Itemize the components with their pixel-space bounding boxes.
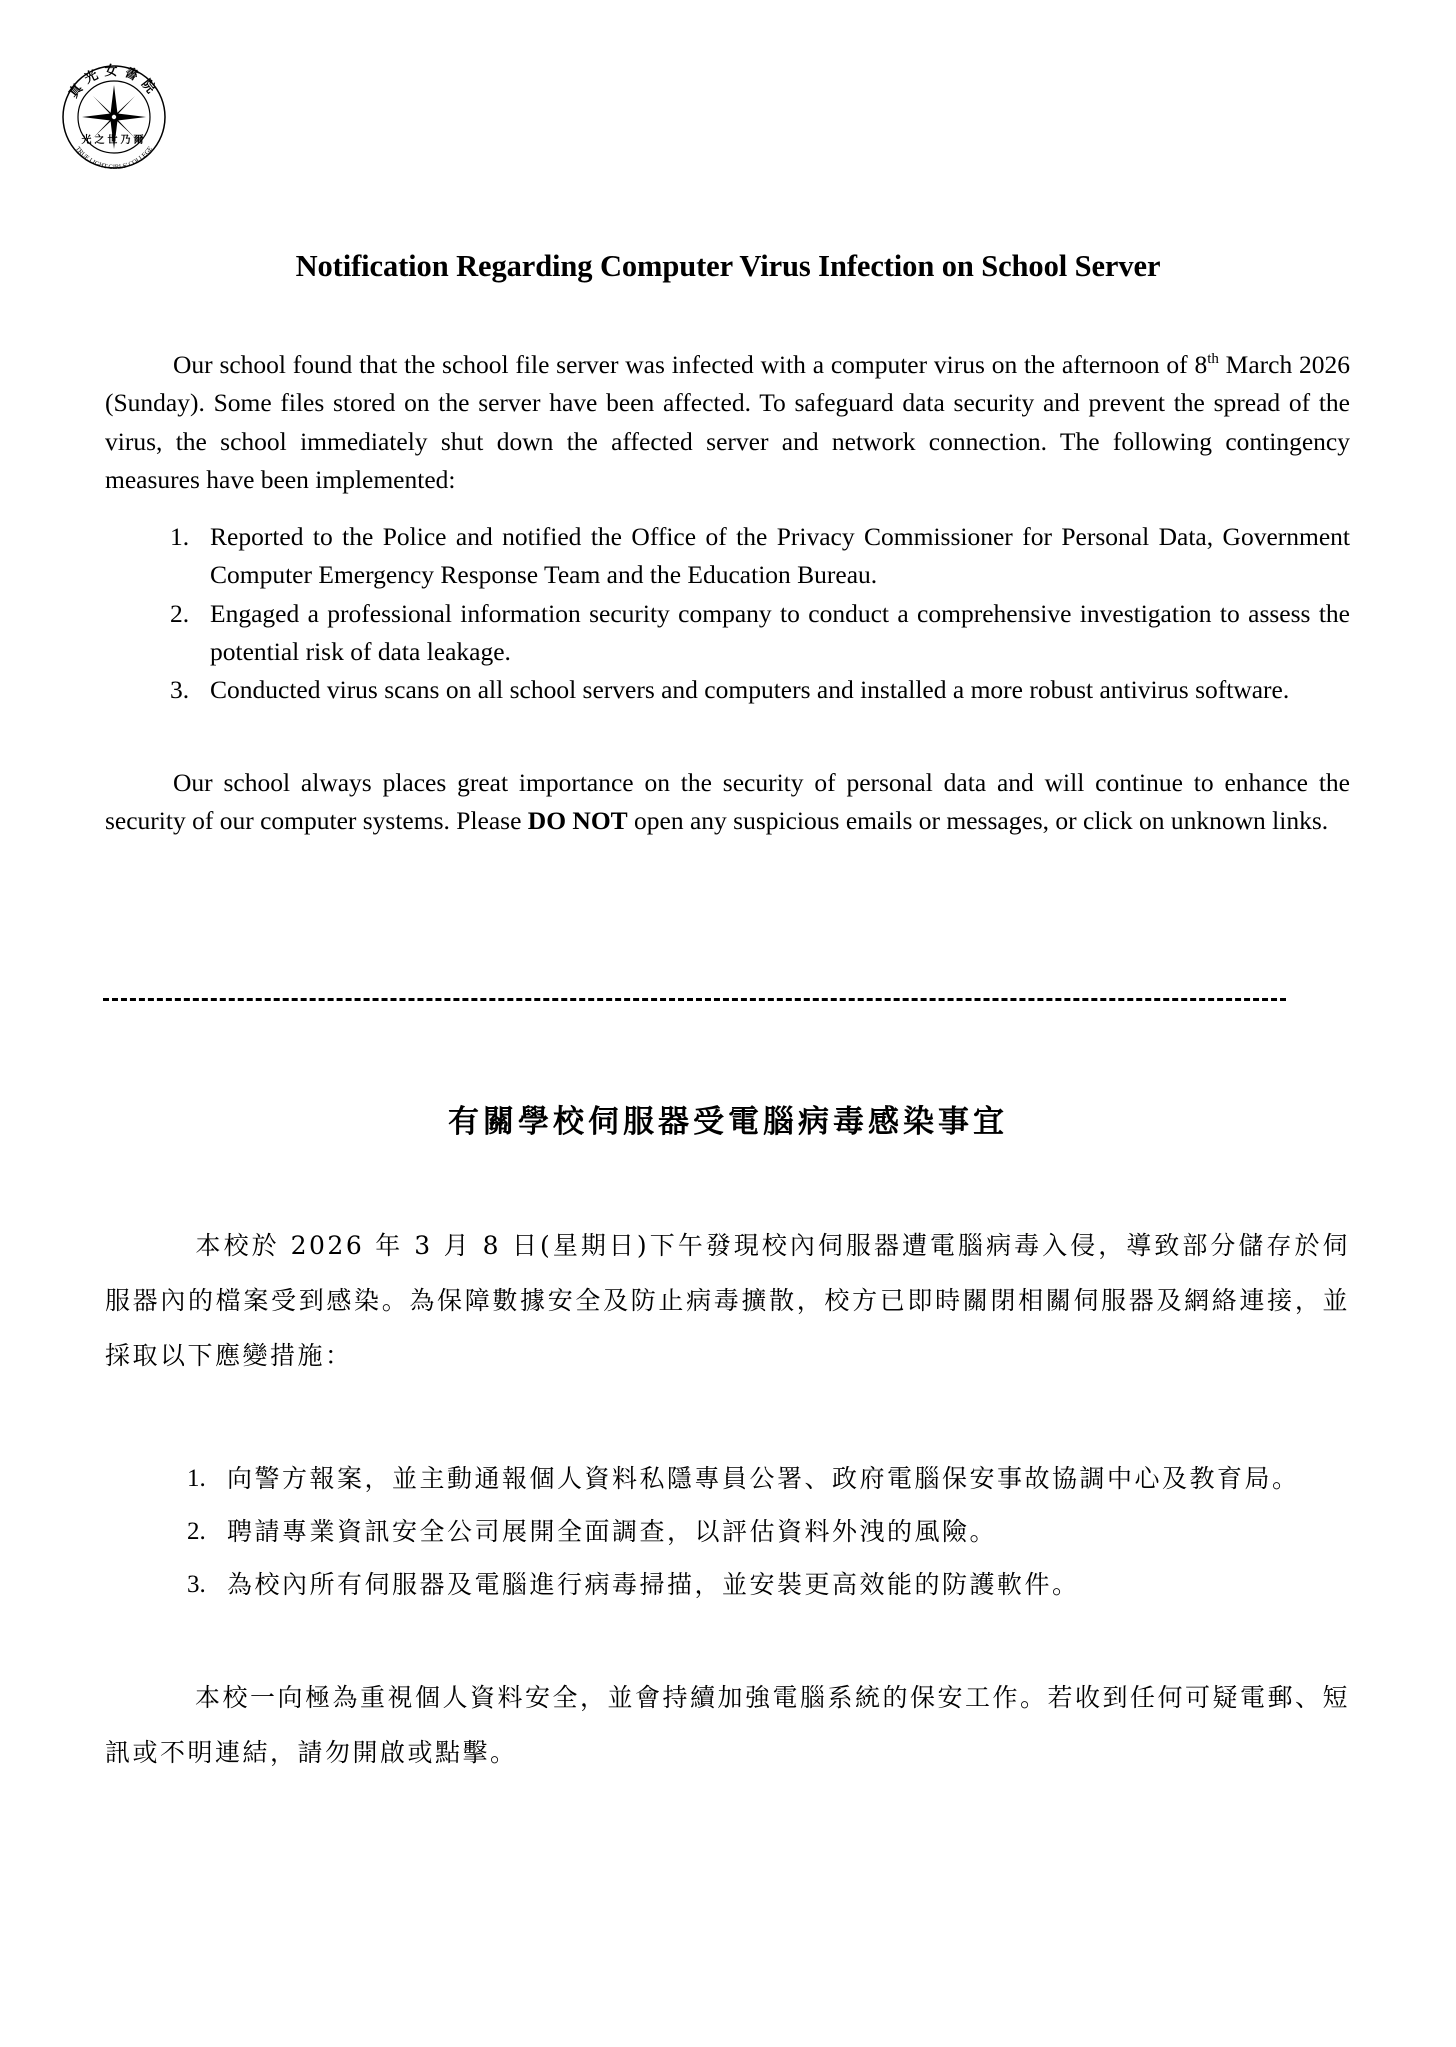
crest-english-text: TRUE LIGHT GIRLS' COLLEGE xyxy=(73,145,155,171)
list-item xyxy=(105,1505,1350,1558)
list-item xyxy=(105,671,1350,709)
english-closing-paragraph xyxy=(105,764,1350,841)
closing-text-part1: Our school always places great importance on the security of personal data and will continue to enhance the security of our computer systems. Please xyxy=(105,768,1350,836)
list-item xyxy=(105,518,1350,595)
list-number: 1. xyxy=(187,1465,206,1492)
svg-text:TRUE LIGHT GIRLS' COLLEGE xyxy=(74,145,154,171)
list-text: 聘請專業資訊安全公司展開全面調查，以評估資料外洩的風險。 xyxy=(227,1517,998,1546)
chinese-measures-list xyxy=(105,1452,1350,1611)
english-title: Notification Regarding Computer Virus Infection on School Server xyxy=(295,249,1161,283)
intro-date-suffix: th xyxy=(1207,350,1219,367)
chinese-intro-text: 本校於 2026 年 3 月 8 日(星期日)下午發現校內伺服器遭電腦病毒入侵，導致部分儲存於伺服器內的檔案受到感染。為保障數據安全及防止病毒擴散，校方已即時關閉相關伺服器及網絡連接，並採取以下應變措施： xyxy=(105,1231,1350,1370)
chinese-title: 有關學校伺服器受電腦病毒感染事宜 xyxy=(448,1104,1008,1140)
list-number: 3. xyxy=(187,1571,206,1598)
english-intro-paragraph xyxy=(105,346,1350,499)
list-text: Reported to the Police and notified the Office of the Privacy Commissioner for Personal Data, Government Computer Emergency Response Team and the Education Bureau. xyxy=(210,522,1350,590)
list-item xyxy=(105,1452,1350,1505)
crest-top-text: 真光女書院 xyxy=(66,64,162,102)
crest-motto-text: 光之世乃爾 xyxy=(81,135,147,146)
list-number: 2. xyxy=(170,598,190,628)
school-crest-icon xyxy=(60,63,168,171)
list-number: 3. xyxy=(170,675,190,705)
intro-date-day: 8 xyxy=(1194,350,1208,379)
section-divider xyxy=(103,998,1286,1001)
closing-text-part2: open any suspicious emails or messages, or click on unknown links. xyxy=(627,806,1329,836)
english-measures-list xyxy=(105,518,1350,709)
list-number: 2. xyxy=(187,1518,206,1545)
closing-emphasis: DO NOT xyxy=(527,806,628,836)
list-text: 為校內所有伺服器及電腦進行病毒掃描，並安裝更高效能的防護軟件。 xyxy=(227,1570,1080,1599)
chinese-closing-paragraph xyxy=(105,1670,1350,1780)
list-item xyxy=(105,1558,1350,1611)
intro-text-part2: March 2026 (Sunday). Some files stored on the server have been affected. To safeguard data security and prevent the spread of the virus, the school immediately shut down the affected server and network connection. The following contingency measures have been implemented: xyxy=(105,350,1350,494)
list-text: 向警方報案，並主動通報個人資料私隱專員公署、政府電腦保安事故協調中心及教育局。 xyxy=(227,1464,1300,1493)
list-number: 1. xyxy=(170,522,190,551)
chinese-intro-paragraph xyxy=(105,1218,1350,1383)
list-item xyxy=(105,595,1350,672)
chinese-closing-text: 本校一向極為重視個人資料安全，並會持續加強電腦系統的保安工作。若收到任何可疑電郵、短訊或不明連結，請勿開啟或點擊。 xyxy=(105,1683,1351,1767)
list-text: Engaged a professional information security company to conduct a comprehensive investigation to assess the potential risk of data leakage. xyxy=(210,598,1350,666)
list-text: Conducted virus scans on all school servers and computers and installed a more robust antivirus software. xyxy=(210,675,1290,705)
intro-text-part1: Our school found that the school file server was infected with a computer virus on the afternoon of xyxy=(173,350,1195,379)
